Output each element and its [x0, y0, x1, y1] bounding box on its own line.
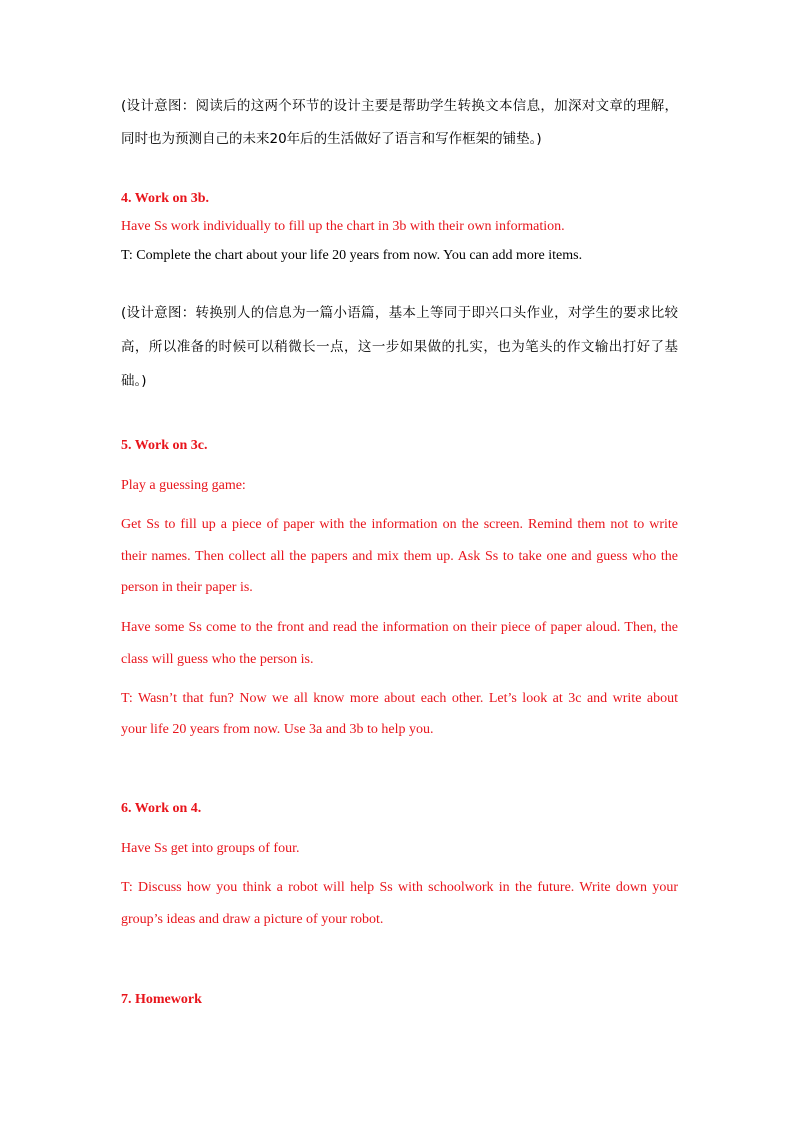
design-note-line: (设计意图：阅读后的这两个环节的设计主要是帮助学生转换文本信息，加深对文章的理解， [121, 98, 678, 114]
step-4-instruction: Have Ss work individually to fill up the chart in 3b with their own information. [121, 219, 565, 234]
design-note-line: 高，所以准备的时候可以稍微长一点，这一步如果做的扎实，也为笔头的作文输出打好了基 [121, 339, 678, 355]
step-7-heading: 7. Homework [121, 992, 202, 1007]
step-4-heading: 4. Work on 3b. [121, 191, 210, 206]
step-6-heading: 6. Work on 4. [121, 801, 202, 816]
design-note-line: 础。) [121, 373, 147, 389]
design-note-line: (设计意图：转换别人的信息为一篇小语篇，基本上等同于即兴口头作业，对学生的要求比较 [121, 305, 678, 321]
step-5-heading: 5. Work on 3c. [121, 438, 208, 453]
step-5-paragraph-line: their names. Then collect all the papers and mix them up. Ask Ss to take one and guess who the [121, 549, 678, 564]
step-5-intro: Play a guessing game: [121, 478, 246, 493]
step-5-paragraph-line: class will guess who the person is. [121, 652, 314, 667]
step-5-teacher-line: your life 20 years from now. Use 3a and 3b to help you. [121, 722, 434, 737]
step-5-teacher-line: T: Wasn’t that fun? Now we all know more about each other. Let’s look at 3c and write about [121, 691, 678, 706]
step-4-teacher-line: T: Complete the chart about your life 20 years from now. You can add more items. [121, 248, 583, 263]
design-note-line: 同时也为预测自己的未来20年后的生活做好了语言和写作框架的铺垫。) [121, 131, 542, 147]
step-5-paragraph-line: Get Ss to fill up a piece of paper with the information on the screen. Remind them not to write [121, 517, 678, 532]
step-6-teacher-line: group’s ideas and draw a picture of your robot. [121, 912, 384, 927]
step-5-paragraph-line: person in their paper is. [121, 580, 253, 595]
step-5-paragraph-line: Have some Ss come to the front and read the information on their piece of paper aloud. Then, the [121, 620, 678, 635]
step-6-teacher-line: T: Discuss how you think a robot will help Ss with schoolwork in the future. Write down your [121, 880, 678, 895]
step-6-instruction: Have Ss get into groups of four. [121, 841, 300, 856]
